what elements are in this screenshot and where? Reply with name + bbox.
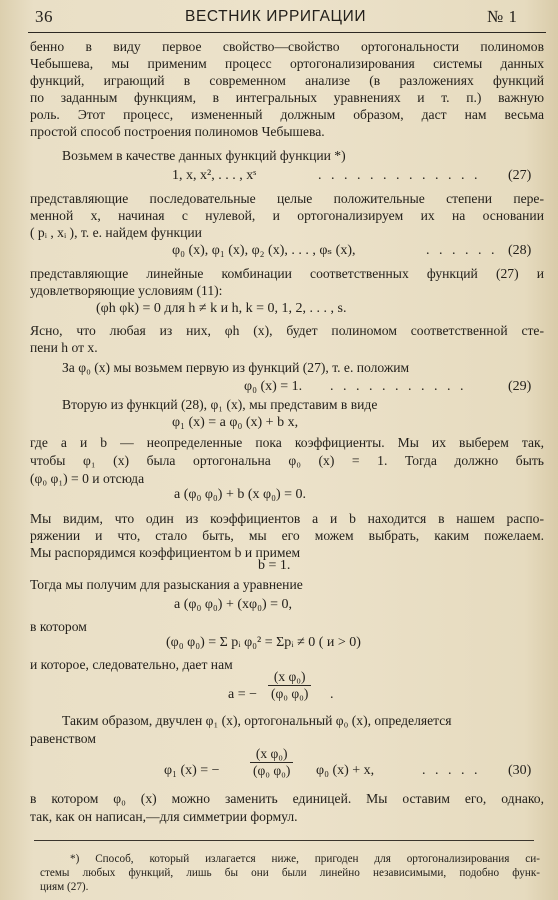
text-line: так, как он написан,—для симметрии формул. <box>30 809 298 824</box>
text-line: ( pᵢ , xᵢ ), т. е. найдем функции <box>30 225 202 240</box>
formula-27: 1, x, x², . . . , xˢ <box>172 168 257 183</box>
fraction-numerator: (x φ₀) <box>250 746 293 763</box>
footnote-line: *) Способ, который излагается ниже, пригоден для ортогонализирования си- <box>70 853 540 865</box>
fraction-denominator: (φ₀ φ₀) <box>271 686 309 701</box>
equation-tag-28: (28) <box>508 243 532 258</box>
text-line: Мы видим, что один из коэффициентов a и b находится в нашем распо- <box>30 511 544 526</box>
fraction-numerator: (x φ₀) <box>268 669 311 686</box>
formula-leader: . . . . . . . . . . . <box>330 379 467 394</box>
text-line: Таким образом, двучлен φ₁ (x), ортогональный φ₀ (x), определяется <box>62 713 452 728</box>
text-line: простой способ построения полиномов Чебышева. <box>30 124 325 139</box>
orthogonality-condition: (φh φk) = 0 для h ≠ k и h, k = 0, 1, 2, . . . , s. <box>96 301 347 316</box>
formula-30-rhs: φ₀ (x) + x, <box>316 763 375 778</box>
text-line: Возьмем в качестве данных функций функции *) <box>62 148 346 163</box>
equation-tag-30: (30) <box>508 763 532 778</box>
footnote-rule <box>34 840 534 841</box>
text-line: Чебышева, мы применим процесс ортогонализирования системы данных <box>30 56 544 71</box>
issue-number: № 1 <box>487 7 518 26</box>
b-value: b = 1. <box>258 558 291 573</box>
text-line: (φ₀ φ₁) = 0 и отсюда <box>30 471 145 486</box>
header-rule <box>28 32 546 33</box>
text-line: функций, играющий в современном анализе (в разложениях функций <box>30 73 544 88</box>
text-line: чтобы φ₁ (x) была ортогональна φ₀ (x) = 1. Тогда должно быть <box>30 453 544 468</box>
text-line: по заданным функциям, в интегральных уравнениях и т. п.) важную <box>30 90 544 105</box>
formula-leader: . . . . . <box>422 763 481 778</box>
text-line: Мы распорядимся коэффициентом b и примем <box>30 545 301 560</box>
equation-for-a: a (φ₀ φ₀) + (xφ₀) = 0, <box>174 597 293 612</box>
text-line: менной x, начиная с нулевой, и ортогонализируем их на основании <box>30 208 544 223</box>
orthogonality-equation: a (φ₀ φ₀) + b (x φ₀) = 0. <box>174 487 307 502</box>
text-line: равенством <box>30 731 96 746</box>
footnote-line: стемы любых функций, лишь бы они были линейно независимыми, подобно функ- <box>40 867 540 879</box>
a-fraction <box>268 669 311 702</box>
formula-leader: . . . . . . <box>426 243 498 258</box>
text-line: и которое, следовательно, дает нам <box>30 657 233 672</box>
fraction-denominator: (φ₀ φ₀) <box>253 763 291 778</box>
text-line: представляющие линейные комбинации соответственных функций (27) и <box>30 266 544 281</box>
text-line: ряжении и что, стало быть, мы его можем выбрать, каким пожелаем. <box>30 528 544 543</box>
text-line: в котором <box>30 619 87 634</box>
formula-30-fraction <box>250 746 293 779</box>
page-number: 36 <box>35 7 53 26</box>
text-line: Ясно, что любая из них, φh (x), будет полиномом соответственной сте- <box>30 323 544 338</box>
text-line: За φ₀ (x) мы возьмем первую из функций (27), т. е. положим <box>62 360 410 375</box>
text-line: роль. Этот процесс, измененный должным образом, даст нам весьма <box>30 107 544 122</box>
text-line: в котором φ₀ (x) можно заменить единицей. Мы оставим его, однако, <box>30 791 544 806</box>
text-line: бенно в виду первое свойство—свойство ортогональности полиномов <box>30 39 544 54</box>
equation-tag-29: (29) <box>508 379 532 394</box>
formula-30-lhs: φ₁ (x) = − <box>164 763 220 778</box>
footnote-line: циям (27). <box>40 881 89 893</box>
text-line: где a и b — неопределенные пока коэффициенты. Мы их выберем так, <box>30 435 544 450</box>
formula-28: φ₀ (x), φ₁ (x), φ₂ (x), . . . , φₛ (x), <box>172 243 356 258</box>
formula-29: φ₀ (x) = 1. <box>244 379 303 394</box>
text-line: пени h от x. <box>30 340 98 355</box>
a-lhs: a = − <box>228 687 258 702</box>
text-line: Тогда мы получим для разыскания a уравнение <box>30 577 303 592</box>
a-period: . <box>330 687 334 702</box>
norm-formula: (φ₀ φ₀) = Σ pᵢ φ₀² = Σpᵢ ≠ 0 ( и > 0) <box>166 635 361 650</box>
equation-tag-27: (27) <box>508 168 532 183</box>
formula-leader: . . . . . . . . . . . . . <box>318 168 481 183</box>
text-line: представляющие последовательные целые положительные степени пере- <box>30 191 544 206</box>
text-line: удовлетворяющие условиям (11): <box>30 283 223 298</box>
text-line: Вторую из функций (28), φ₁ (x), мы представим в виде <box>62 397 378 412</box>
journal-title: ВЕСТНИК ИРРИГАЦИИ <box>185 8 367 25</box>
phi1-definition: φ₁ (x) = a φ₀ (x) + b x, <box>172 415 299 430</box>
